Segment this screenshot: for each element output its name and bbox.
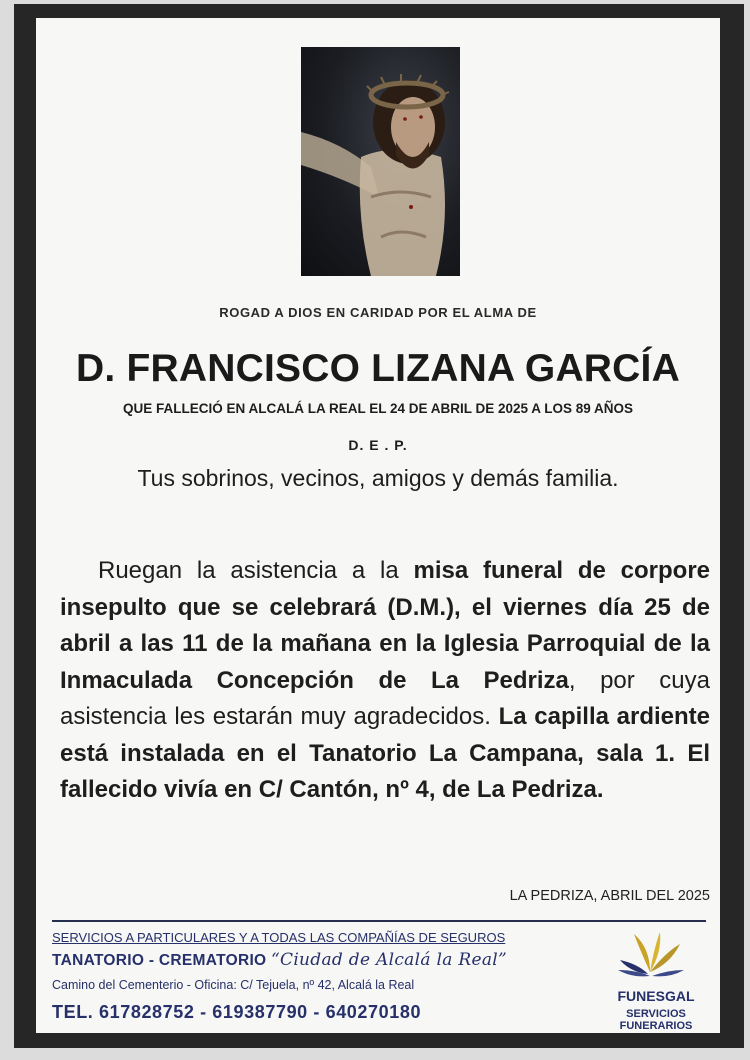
footer-tanatorio [52, 950, 507, 970]
footer-address: Camino del Cementerio - Oficina: C/ Tejuela, nº 42, Alcalá la Real [52, 978, 415, 992]
ciudad-label: “Ciudad de Alcalá la Real” [271, 950, 507, 970]
footer-services: SERVICIOS A PARTICULARES Y A TODAS LAS COMPAÑÍAS DE SEGUROS [52, 930, 506, 945]
logo-name: FUNESGAL [617, 988, 695, 1004]
footer-divider [52, 920, 706, 922]
deceased-name: D. FRANCISCO LIZANA GARCÍA [76, 347, 680, 390]
death-details: QUE FALLECIÓ EN ALCALÁ LA REAL EL 24 DE ABRIL DE 2025 A LOS 89 AÑOS [122, 401, 634, 416]
logo-subtitle: SERVICIOS FUNERARIOS [619, 1008, 693, 1032]
rip-text: D. E . P. [348, 437, 408, 453]
announcement-mass-details: misa funeral de corpore insepulto que se celebrará (D.M.), el viernes día 25 de abril a las 11 de la mañana en la Iglesia Parroquial de la Inmaculada Concepción de La Pedriza [60, 557, 710, 694]
prayer-heading: ROGAD A DIOS EN CARIDAD POR EL ALMA DE [219, 305, 537, 320]
tanatorio-label: TANATORIO - CREMATORIO [52, 952, 267, 969]
family-line: Tus sobrinos, vecinos, amigos y demás familia. [137, 465, 619, 491]
announcement-part-3: , por cuya asistencia les estarán muy agradecidos. [60, 666, 710, 730]
christ-portrait-image [301, 47, 460, 276]
funesgal-logo-icon [610, 930, 690, 980]
announcement-part-1: Ruegan la asistencia a la [98, 557, 414, 584]
funeral-announcement [60, 553, 710, 809]
announcement-chapel-details: La capilla ardiente está instalada en el Tanatorio La Campana, sala 1. El fallecido vivía en C/ Cantón, nº 4, de La Pedriza. [60, 703, 710, 803]
place-date: LA PEDRIZA, ABRIL DEL 2025 [509, 888, 710, 904]
footer-phones: TEL. 617828752 - 619387790 - 640270180 [52, 1002, 422, 1022]
